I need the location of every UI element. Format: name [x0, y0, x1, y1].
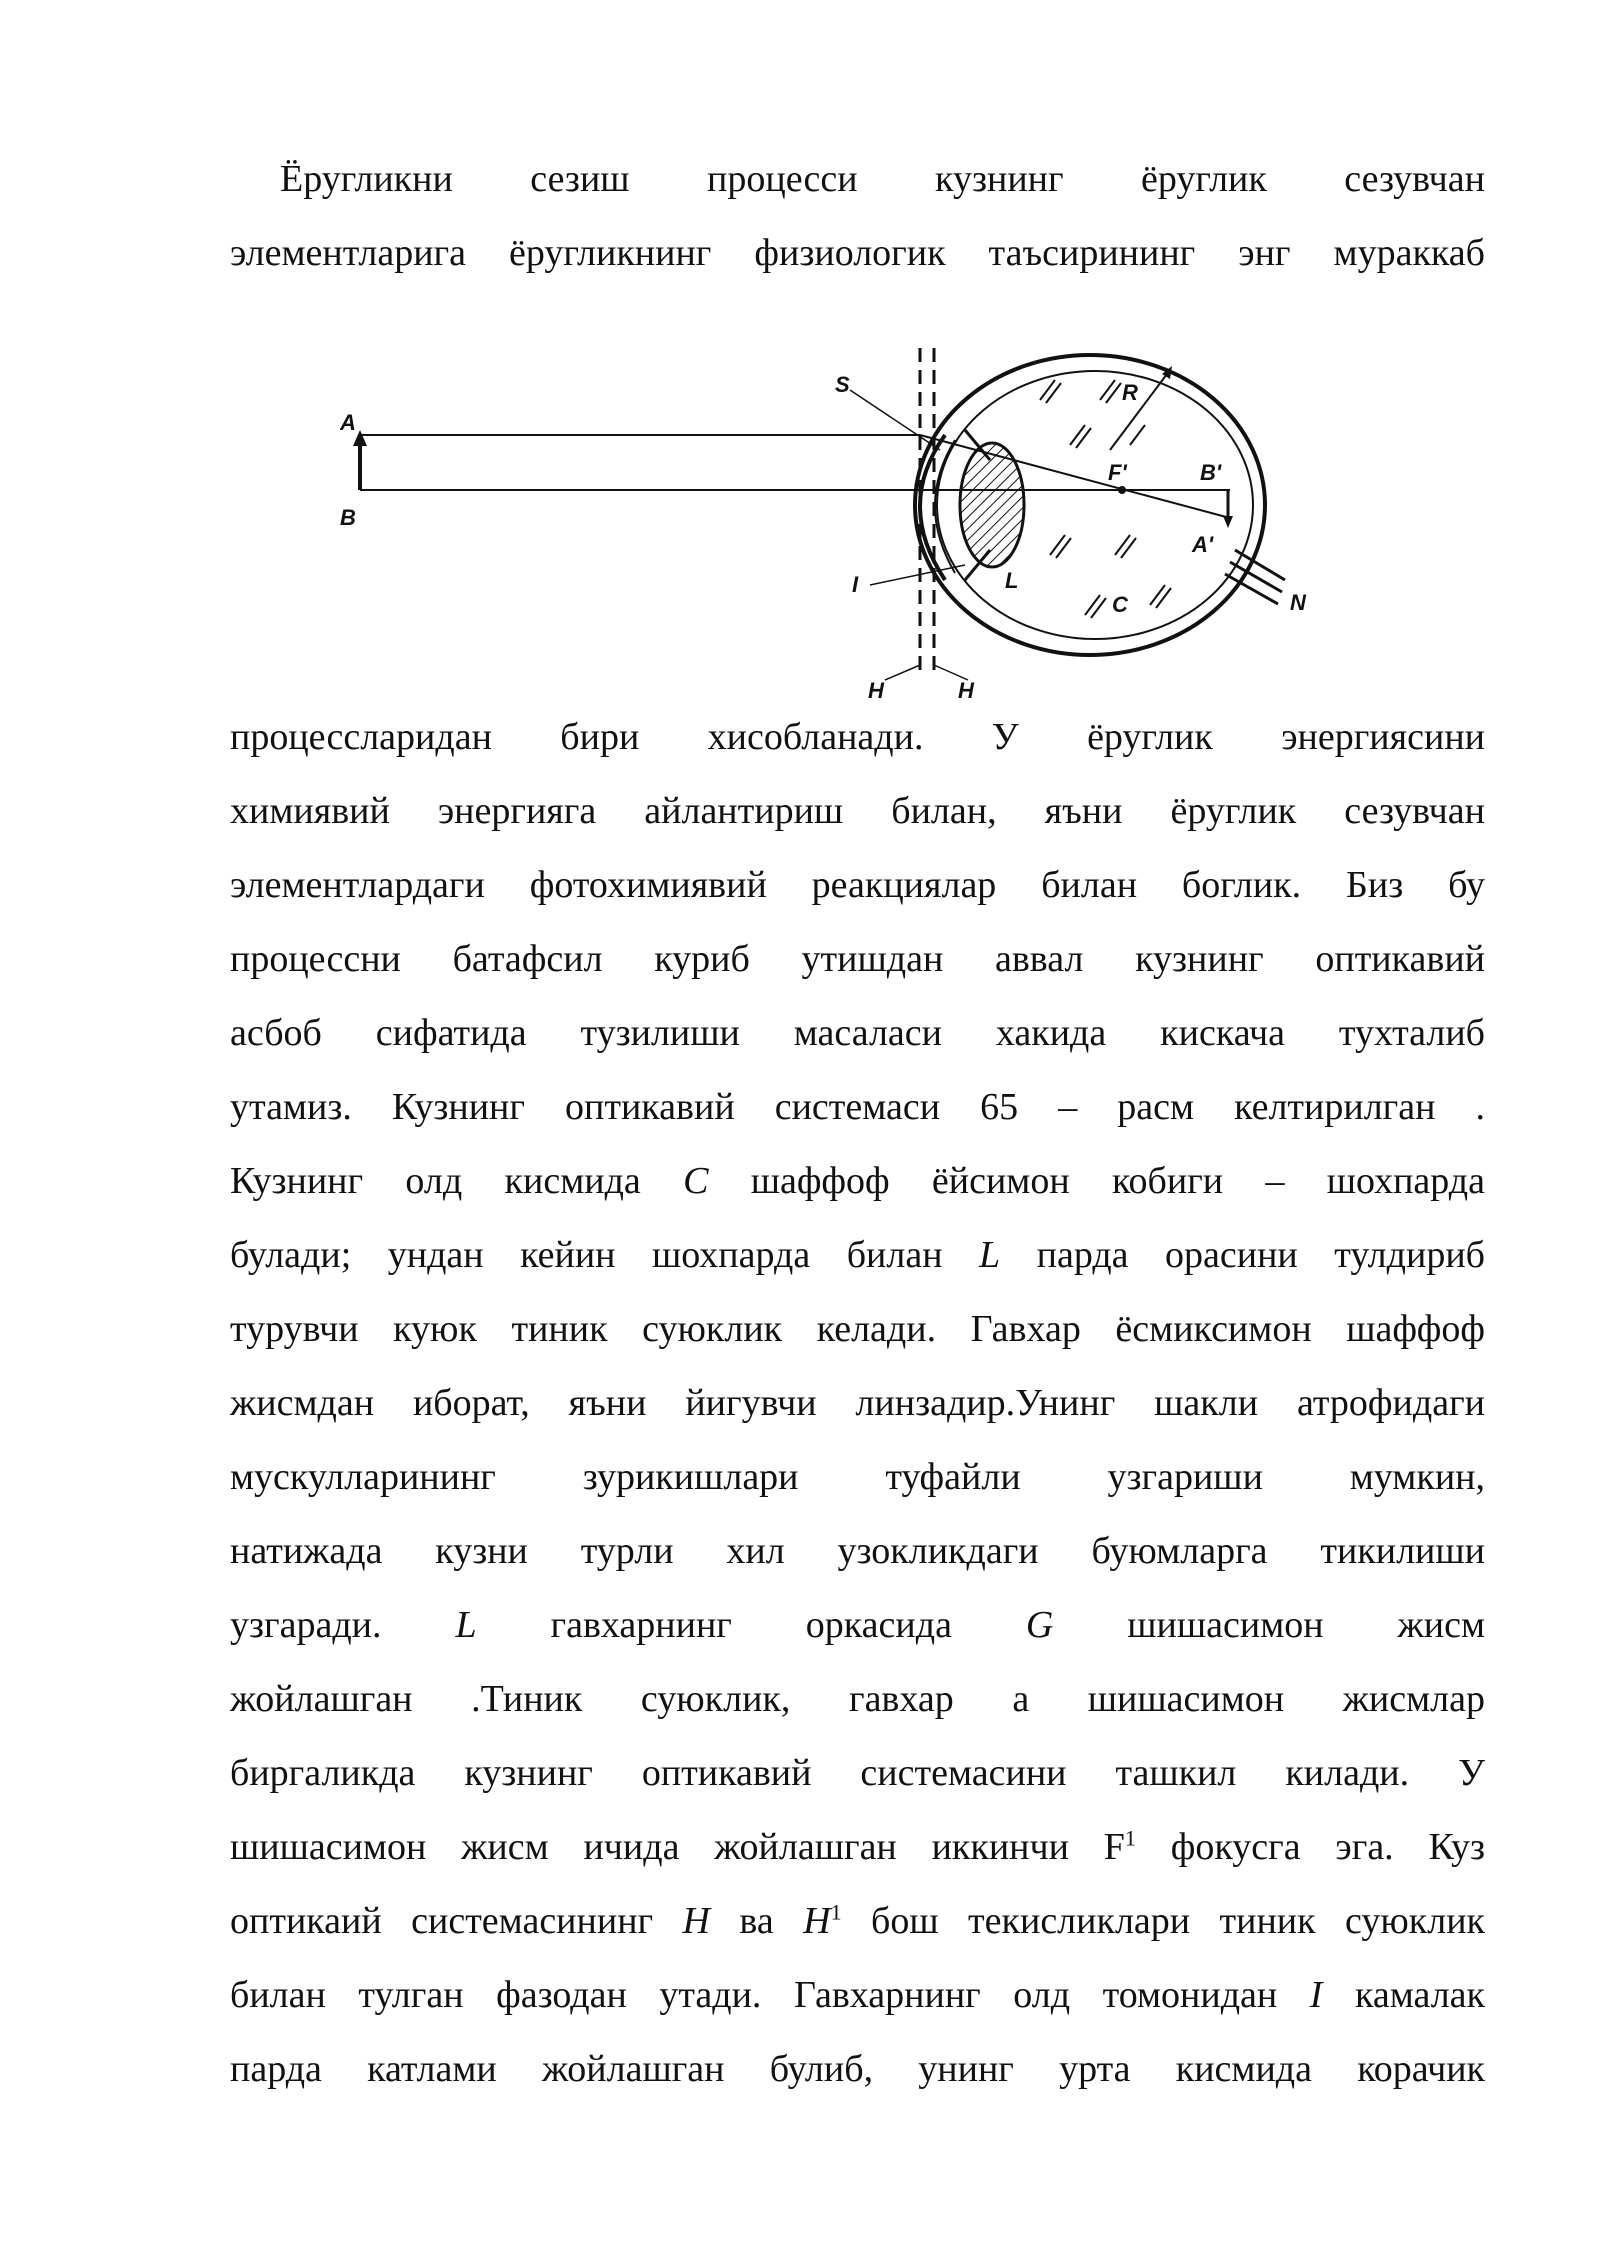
text-segment: парда орасини тулдириб	[1000, 1234, 1485, 1276]
symbol-c: C	[683, 1160, 709, 1202]
symbol-l: L	[979, 1234, 1001, 1276]
radius-line	[1110, 370, 1170, 450]
text-line: процессларидан бири хисобланади. У ёруглик энергиясини	[230, 716, 1485, 758]
leader-i	[870, 565, 965, 585]
text-segment: булади; ундан кейин шохпарда билан	[230, 1234, 980, 1276]
text-line	[230, 1588, 1485, 1662]
text-line	[230, 1810, 1485, 1884]
text-line: парда катлами жойлашган булиб, унинг урта кисмида корачик	[230, 2048, 1485, 2090]
label-s: S	[835, 372, 850, 397]
text-line	[230, 1144, 1485, 1218]
text-line: мускулларининг зурикишлари туфайли узгариши мумкин,	[230, 1456, 1485, 1498]
text-line: жойлашган .Тиник суюклик, гавхар а шишасимон жисмлар	[230, 1678, 1485, 1720]
label-h1: H	[958, 678, 974, 700]
text-line: химиявий энергияга айлантириш билан, яъни ёруглик сезувчан	[230, 790, 1485, 832]
text-line: процессни батафсил куриб утишдан аввал кузнинг оптикавий	[230, 938, 1485, 980]
text-line	[230, 1958, 1485, 2032]
symbol-h1: H	[803, 1900, 831, 1942]
text-line: элементлардаги фотохимиявий реакциялар билан боглик. Биз бу	[230, 864, 1485, 906]
text-segment: фокусга эга. Куз	[1135, 1826, 1485, 1868]
label-i: I	[852, 572, 859, 597]
text-segment: камалак	[1322, 1974, 1485, 2016]
label-f1: F'	[1108, 460, 1127, 485]
text-segment: бош текисликлари тиник суюклик	[841, 1900, 1485, 1942]
text-segment: ва	[710, 1900, 804, 1942]
text-segment: Кузнинг олд кисмида	[230, 1160, 684, 1202]
text-segment: шаффоф ёйсимон кобиги – шохпарда	[708, 1160, 1485, 1202]
text-segment: гавхарнинг оркасида	[476, 1604, 1026, 1646]
label-h: H	[868, 678, 884, 700]
superscript: 1	[830, 1899, 842, 1925]
text-segment: шишасимон жисм ичида жойлашган иккинчи F	[230, 1826, 1125, 1868]
label-b1: B'	[1200, 460, 1222, 485]
symbol-h: H	[682, 1900, 710, 1942]
vitreous-marks	[1040, 380, 1171, 618]
label-r: R	[1122, 380, 1138, 405]
text-segment: узгаради.	[230, 1604, 456, 1646]
image-arrow-head	[1223, 516, 1233, 528]
superscript: 1	[1124, 1825, 1136, 1851]
text-line: элементларига ёругликнинг физиологик таъсирининг энг мураккаб	[230, 232, 1485, 274]
label-b: B	[340, 505, 356, 530]
text-line	[230, 1218, 1485, 1292]
leader-h	[885, 665, 920, 680]
label-c: C	[1112, 592, 1128, 617]
text-line: Ёругликни сезиш процесси кузнинг ёруглик сезувчан	[280, 158, 1485, 200]
symbol-i: I	[1309, 1974, 1323, 2016]
eye-diagram-svg	[340, 330, 1320, 700]
symbol-g: G	[1025, 1604, 1054, 1646]
text-line	[230, 1884, 1485, 1958]
text-segment: шишасимон жисм	[1053, 1604, 1486, 1646]
label-a1: A'	[1192, 532, 1214, 557]
text-segment: оптикаий системасининг	[230, 1900, 683, 1942]
crystalline-lens	[960, 443, 1024, 567]
text-line: натижада кузни турли хил узокликдаги буюмларга тикилиши	[230, 1530, 1485, 1572]
symbol-l: L	[455, 1604, 477, 1646]
text-line: турувчи куюк тиник суюклик келади. Гавхар ёсмиксимон шаффоф	[230, 1308, 1485, 1350]
focus-point	[1118, 486, 1126, 494]
text-line: утамиз. Кузнинг оптикавий системаси 65 – расм келтирилган .	[230, 1086, 1485, 1128]
text-line: жисмдан иборат, яъни йигувчи линзадир.Унинг шакли атрофидаги	[230, 1382, 1485, 1424]
intro-paragraph	[230, 142, 1485, 290]
label-n: N	[1290, 590, 1306, 615]
text-line: биргаликда кузнинг оптикавий системасини ташкил килади. У	[230, 1752, 1485, 1794]
label-a: A	[340, 410, 356, 435]
leader-s	[850, 390, 940, 450]
body-paragraph	[230, 700, 1485, 2106]
text-line: асбоб сифатида тузилиши масаласи хакида кискача тухталиб	[230, 1012, 1485, 1054]
eye-optical-diagram	[340, 330, 1320, 700]
label-l: L	[1005, 568, 1019, 593]
text-segment: билан тулган фазодан утади. Гавхарнинг олд томонидан	[230, 1974, 1310, 2016]
